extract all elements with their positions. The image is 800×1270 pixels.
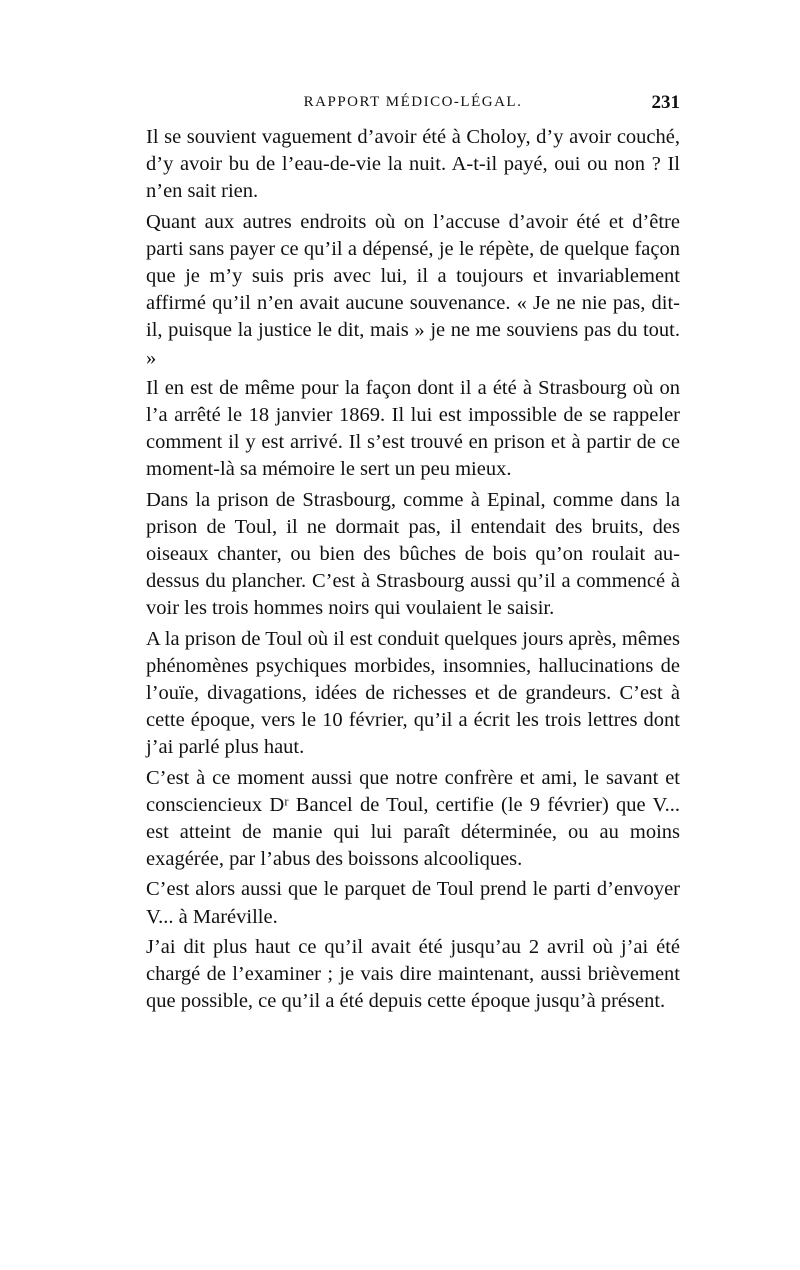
body-text — [146, 124, 680, 1019]
paragraph-2: Quant aux autres endroits où on l’accuse d’avoir été et d’être parti sans payer ce qu’il a dépensé, je le répète, de quelque façon que je m’y suis pris avec lui, il a toujours et invariablement affirmé qu’il n’en avait aucune souvenance. « Je ne nie pas, dit-il, puisque la justice le dit, mais » je ne me souviens pas du tout. » — [146, 210, 680, 369]
paragraph-8: J’ai dit plus haut ce qu’il avait été jusqu’au 2 avril où j’ai été chargé de l’examiner ; je vais dire maintenant, aussi brièvement que possible, ce qu’il a été depuis cette époque jusqu’à présent. — [146, 935, 680, 1013]
running-head — [146, 92, 680, 116]
paragraph-4: Dans la prison de Strasbourg, comme à Epinal, comme dans la prison de Toul, il ne dormait pas, il entendait des bruits, des oiseaux chanter, ou bien des bûches de bois qu’on roulait au-dessus du plancher. C’est à Strasbourg aussi qu’il a commencé à voir les trois hommes noirs qui voulaient le saisir. — [146, 488, 680, 620]
paragraph-7: C’est alors aussi que le parquet de Toul prend le parti d’envoyer V... à Maréville. — [146, 878, 680, 928]
paragraph-5: A la prison de Toul où il est conduit quelques jours après, mêmes phénomènes psychiques morbides, insomnies, hallucinations de l’ouïe, divagations, idées de richesses et de grandeurs. C’est à cette époque, vers le 10 février, qu’il a écrit les trois lettres dont j’ai parlé plus haut. — [146, 627, 680, 759]
paragraph-3: Il en est de même pour la façon dont il a été à Strasbourg où on l’a arrêté le 18 janvier 1869. Il lui est impossible de se rappeler comment il y est arrivé. Il s’est trouvé en prison et à partir de ce moment-là sa mémoire le sert un peu mieux. — [146, 376, 680, 481]
page-number: 231 — [651, 92, 680, 113]
running-title: RAPPORT MÉDICO-LÉGAL. — [303, 94, 523, 110]
paragraph-6: C’est à ce moment aussi que notre confrère et ami, le savant et consciencieux Dʳ Bancel de Toul, certifie (le 9 février) que V... est atteint de manie qui lui paraît déterminée, ou au moins exagérée, par l’abus des boissons alcooliques. — [146, 766, 680, 871]
paragraph-1: Il se souvient vaguement d’avoir été à Choloy, d’y avoir couché, d’y avoir bu de l’eau-de-vie la nuit. A-t-il payé, oui ou non ? Il n’en sait rien. — [146, 126, 680, 203]
